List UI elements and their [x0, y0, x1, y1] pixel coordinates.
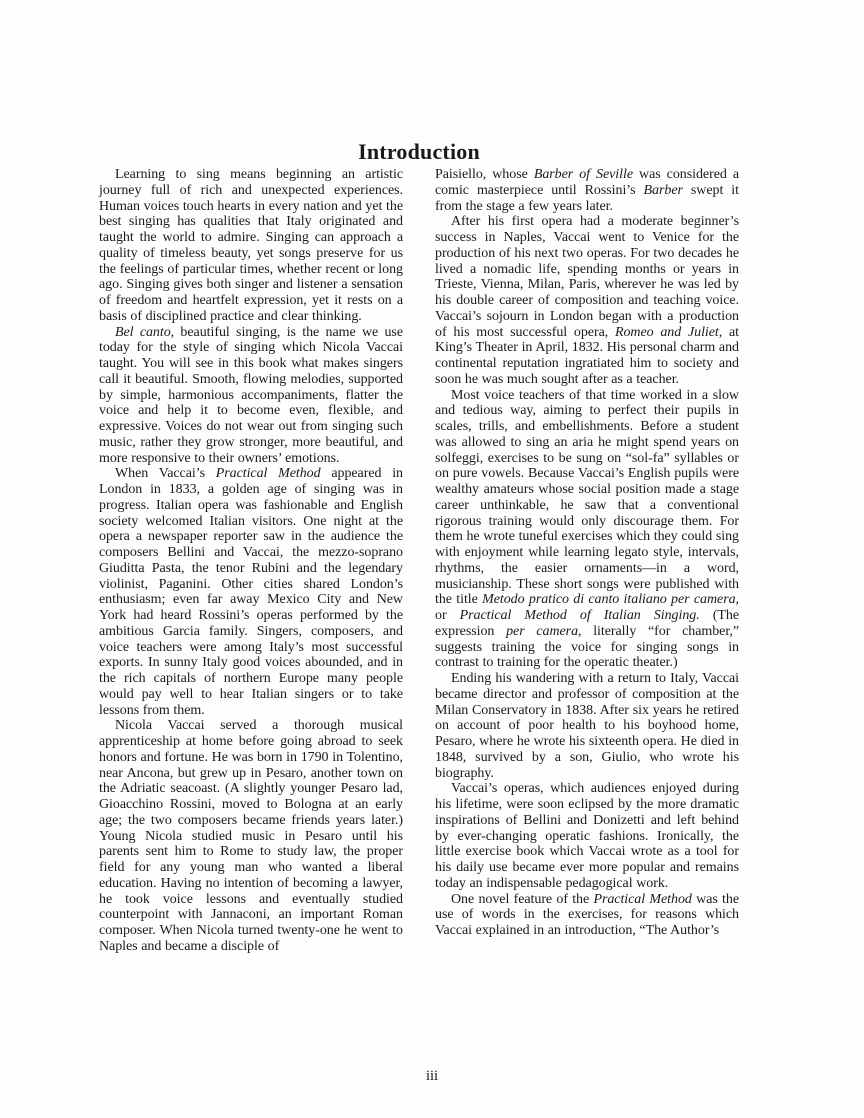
paragraph [435, 781, 739, 891]
text-run: One novel feature of the [451, 891, 594, 907]
italic-text-run: Bel canto, [115, 324, 175, 340]
page-title: Introduction [358, 139, 480, 164]
paragraph [435, 388, 739, 672]
text-run: Most voice teachers of that time worked in a slow and tedious way, aiming to perfect their pupils in scales, trills, and embellishments. Before a student was allowed to sing an aria he might spend years on solfeggi, exercises to be sung on “sol-fa” syllables or on pure vowels. Because Vaccai’s English pupils were wealthy amateurs whose social position made a stage career unthinkable, he saw that a conventional rigorous training would only discourage them. For them he wrote tuneful exercises which they could sing with enjoyment while learning legato style, intervals, rhythms, the easier ornaments—in a word, musicianship. These short songs were published with the title [435, 387, 739, 608]
text-run: Nicola Vaccai served a thorough musical apprenticeship at home before going abroad to seek honors and fortune. He was born in 1790 in Tolentino, near Ancona, but grew up in Pesaro, another town on the Adriatic seacoast. (A slightly younger Pesaro lad, Gioacchino Rossini, moved to Bologna at an early age; the two composers became friends years later.) Young Nicola studied music in Pesaro until his parents sent him to Rome to study law, the proper field for any young man who wanted a liberal education. Having no intention of becoming a lawyer, he took voice lessons and eventually studied counterpoint with Jannaconi, an important Roman composer. When Nicola turned twenty-one he went to Naples and became a disciple of [99, 718, 403, 954]
text-run: literally “for chamber,” suggests training the voice for singing songs in contrast to training for the operatic theater.) [435, 623, 739, 671]
paragraph [99, 167, 403, 325]
italic-text-run: per camera, [506, 623, 582, 639]
text-run: was the use of words in the exercises, for reasons which Vaccai explained in an introduction, “The Author’s [435, 891, 739, 938]
text-run: at King’s Theater in April, 1832. His personal charm and continental reputation ingratiated him to society and soon he was much sought after as a teacher. [435, 324, 739, 387]
text-run: swept it from the stage a few years later. [435, 182, 739, 214]
text-run: was considered a comic masterpiece until Rossini’s [435, 167, 739, 198]
text-run: or [435, 608, 460, 623]
paragraph [435, 671, 739, 781]
text-run: Paisiello, whose [435, 167, 534, 182]
paragraph [99, 466, 403, 718]
text-run: beautiful singing, is the name we use today for the style of singing which Nicola Vaccai taught. You will see in this book what makes singers call it beautiful. Smooth, flowing melodies, supported by simple, harmonious accompaniments, flatter the voice and help it to become even, flexible, and expressive. Voices do not wear out from singing such music, rather they grow stronger, more beautiful, and more responsive to their owners’ emotions. [99, 324, 403, 466]
paragraph [435, 214, 739, 387]
paragraph [99, 325, 403, 467]
italic-text-run: Practical Method [215, 466, 321, 482]
italic-text-run: Romeo and Juliet, [614, 324, 723, 340]
page-number: iii [425, 1068, 439, 1084]
text-columns [99, 167, 739, 955]
text-run: After his first opera had a moderate beginner’s success in Naples, Vaccai went to Venice for the production of his next two operas. For two decades he lived a nomadic life, spending months or years in Trieste, Vienna, Milan, Paris, wherever he was led by his double career of composition and teaching voice. Vaccai’s sojourn in London began with a production of his most successful opera, [435, 214, 739, 340]
paragraph [435, 167, 739, 214]
text-run: Learning to sing means beginning an artistic journey full of rich and unexpected experiences. Human voices touch hearts in every nation and yet the best singing has qualities that Italy originated and taught the world to admire. Singing can approach a quality of timeless beauty, yet songs preserve for us the feelings of particular times, whether recent or long ago. Singing gives both singer and listener a sensation of freedom and heartfelt expression, yet it rests on a basis of disciplined practice and clear thinking. [99, 167, 403, 324]
left-column [99, 167, 403, 955]
text-run: Ending his wandering with a return to Italy, Vaccai became director and professor of composition at the Milan Conservatory in 1838. After six years he retired on account of poor health to his boyhood home, Pesaro, where he wrote his sixteenth opera. He died in 1848, survived by a son, Giulio, who wrote his biography. [435, 671, 739, 781]
italic-text-run: Practical Method [593, 891, 692, 907]
text-run: (The expression [435, 608, 739, 639]
italic-text-run: Metodo pratico di canto italiano per camera, [482, 592, 739, 608]
italic-text-run: Barber of Seville [533, 167, 633, 182]
right-column [435, 167, 739, 955]
text-run: appeared in London in 1833, a golden age of singing was in progress. Italian opera was fashionable and English society welcomed Italian visitors. One night at the opera a newspaper reporter saw in the audience the composers Bellini and Vaccai, the mezzo-soprano Giuditta Pasta, the tenor Rubini and the legendary violinist, Paganini. Other cities shared London’s enthusiasm; even far away Mexico City and New York had heard Rossini’s operas performed by the ambitious Garcia family. Singers, composers, and voice teachers were among Italy’s most successful exports. In sunny Italy good voices abounded, and in the rich capitals of northern Europe many people would pay well to hear Italian singers or to take lessons from them. [99, 466, 403, 718]
italic-text-run: Barber [643, 182, 683, 198]
text-run: Vaccai’s operas, which audiences enjoyed during his lifetime, were soon eclipsed by the more dramatic inspirations of Bellini and Donizetti and left behind by ever-changing operatic fashions. Ironically, the little exercise book which Vaccai wrote as a tool for his daily use became ever more popular and remains today an indispensable pedagogical work. [435, 781, 739, 891]
text-run: When Vaccai’s [115, 466, 216, 482]
paragraph [99, 718, 403, 954]
paragraph [435, 892, 739, 939]
italic-text-run: Practical Method of Italian Singing. [459, 608, 700, 623]
